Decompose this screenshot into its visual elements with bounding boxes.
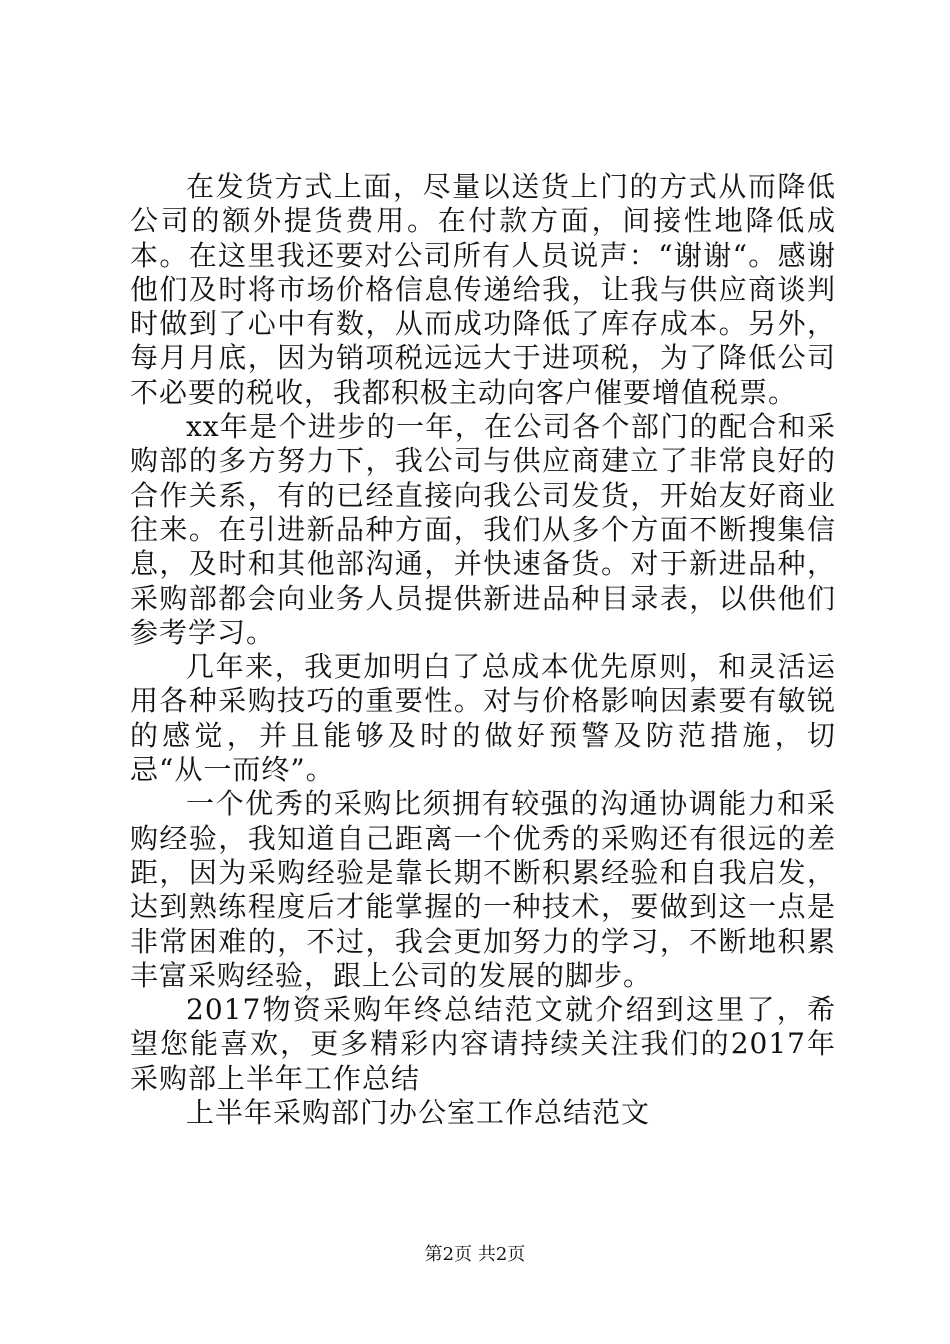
document-body [130, 170, 836, 1130]
paragraph-supplier-relations: xx年是个进步的一年，在公司各个部门的配合和采购部的多方努力下，我公司与供应商建立了非常良好的合作关系，有的已经直接向我公司发货，开始友好商业往来。在引进新品种方面，我们从多个方面不断搜集信息，及时和其他部沟通，并快速备货。对于新进品种，采购部都会向业务人员提供新进品种目录表，以供他们参考学习。 [130, 410, 836, 649]
paragraph-cost-priority: 几年来，我更加明白了总成本优先原则，和灵活运用各种采购技巧的重要性。对与价格影响因素要有敏锐的感觉，并且能够及时的做好预警及防范措施，切忌“从一而终”。 [130, 650, 836, 787]
page-number-footer: 第2页 共2页 [424, 1244, 526, 1265]
paragraph-purchasing-skills: 一个优秀的采购比须拥有较强的沟通协调能力和采购经验，我知道自己距离一个优秀的采购还有很远的差距，因为采购经验是靠长期不断积累经验和自我启发，达到熟练程度后才能掌握的一种技术，要做到这一点是非常困难的，不过，我会更加努力的学习，不断地积累丰富采购经验，跟上公司的发展的脚步。 [130, 787, 836, 992]
paragraph-closing-note: 2017物资采购年终总结范文就介绍到这里了，希望您能喜欢，更多精彩内容请持续关注我们的2017年采购部上半年工作总结 [130, 993, 836, 1095]
paragraph-delivery-cost: 在发货方式上面，尽量以送货上门的方式从而降低公司的额外提货费用。在付款方面，间接性地降低成本。在这里我还要对公司所有人员说声：“谢谢“。感谢他们及时将市场价格信息传递给我，让我与供应商谈判时做到了心中有数，从而成功降低了库存成本。另外，每月月底，因为销项税远远大于进项税，为了降低公司不必要的税收，我都积极主动向客户催要增值税票。 [130, 170, 836, 409]
paragraph-related-title: 上半年采购部门办公室工作总结范文 [186, 1096, 651, 1130]
